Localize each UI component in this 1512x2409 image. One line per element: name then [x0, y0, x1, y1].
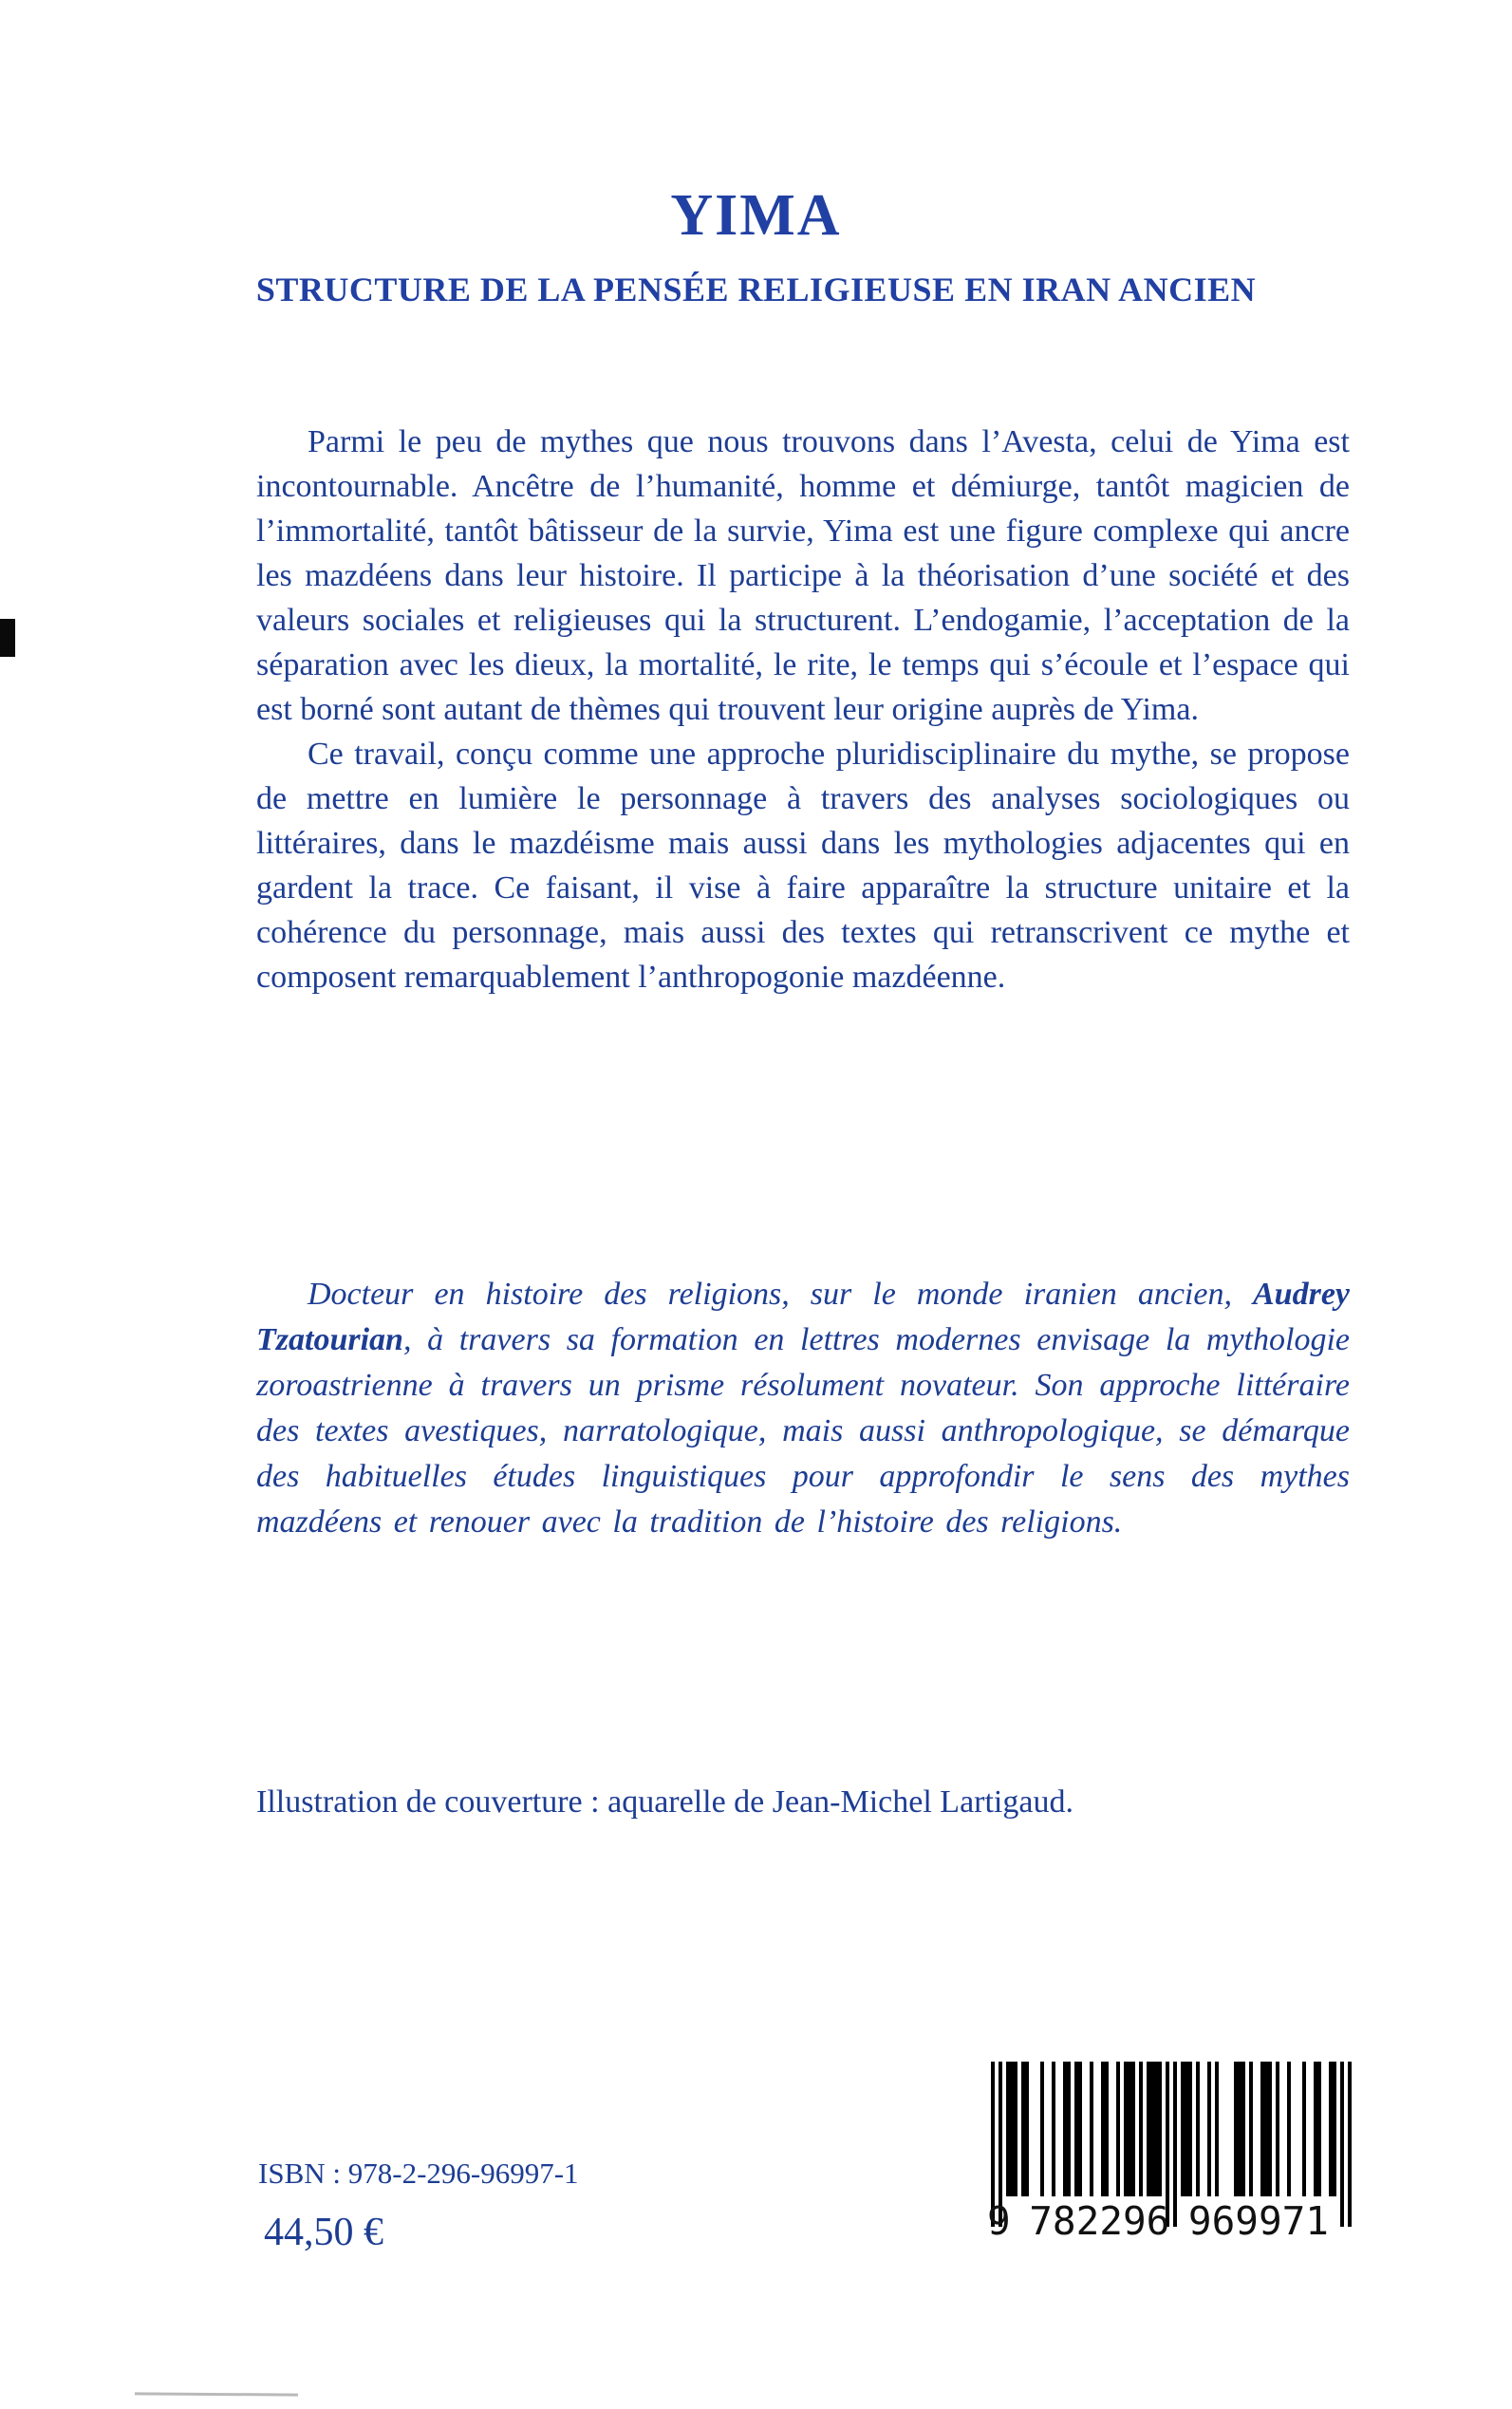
synopsis-block: [256, 420, 1350, 999]
book-subtitle: STRUCTURE DE LA PENSÉE RELIGIEUSE EN IRAN ANCIEN: [255, 271, 1257, 308]
synopsis-paragraph-2: Ce travail, conçu comme une approche pluridisciplinaire du mythe, se propose de mettre en lumière le personnage à travers des analyses sociologiques ou littéraires, dans le mazdéisme mais aussi dans les mythologies adjacentes qui en gardent la trace. Ce faisant, il vise à faire apparaître la structure unitaire et la cohérence du personnage, mais aussi des textes qui retranscrivent ce mythe et composent remarquablement l’anthropogonie mazdéenne.: [256, 737, 1350, 995]
bio-text-after-name: , à travers sa formation en lettres modernes envisage la mythologie zoroastrienne à travers un prisme résolument novateur. Son approche littéraire des textes avestiques, narratologique, mais aussi anthropologique, se démarque des habituelles études linguistiques pour approfondir le sens des mythes mazdéens et renouer avec la tradition de l’histoire des religions.: [256, 1322, 1350, 1540]
book-title: YIMA: [670, 183, 842, 248]
barcode-digit-group-3: 969971: [1187, 2198, 1329, 2244]
bio-text-before-name: Docteur en histoire des religions, sur le monde iranien ancien,: [308, 1277, 1253, 1312]
illustration-credit: Illustration de couverture : aquarelle de Jean-Michel Lartigaud.: [256, 1784, 1073, 1820]
isbn-text: ISBN : 978-2-296-96997-1: [258, 2157, 579, 2190]
author-name: Audrey Tzatourian: [256, 1277, 1350, 1357]
synopsis-paragraph-1: Parmi le peu de mythes que nous trouvons dans l’Avesta, celui de Yima est incontournable. Ancêtre de l’humanité, homme et démiurge, tantôt magicien de l’immortalité, tantôt bâtisseur de la survie, Yima est une figure complexe qui ancre les mazdéens dans leur histoire. Il participe à la théorisation d’une société et des valeurs sociales et religieuses qui la structurent. L’endogamie, l’acceptation de la séparation avec les dieux, la mortalité, le rite, le temps qui s’écoule et l’espace qui est borné sont autant de thèmes qui trouvent leur origine auprès de Yima.: [256, 424, 1350, 727]
barcode-digit-group-2: 782296: [1029, 2198, 1170, 2244]
barcode-digit-group-1: 9: [987, 2198, 1011, 2244]
price-text: 44,50 €: [264, 2211, 383, 2254]
barcode: [987, 2062, 1355, 2251]
scan-artifact-left-edge: [0, 619, 15, 657]
barcode-number: [987, 2196, 1355, 2246]
author-bio: [256, 1272, 1350, 1545]
scan-artifact-bottom-line: [135, 2392, 298, 2396]
